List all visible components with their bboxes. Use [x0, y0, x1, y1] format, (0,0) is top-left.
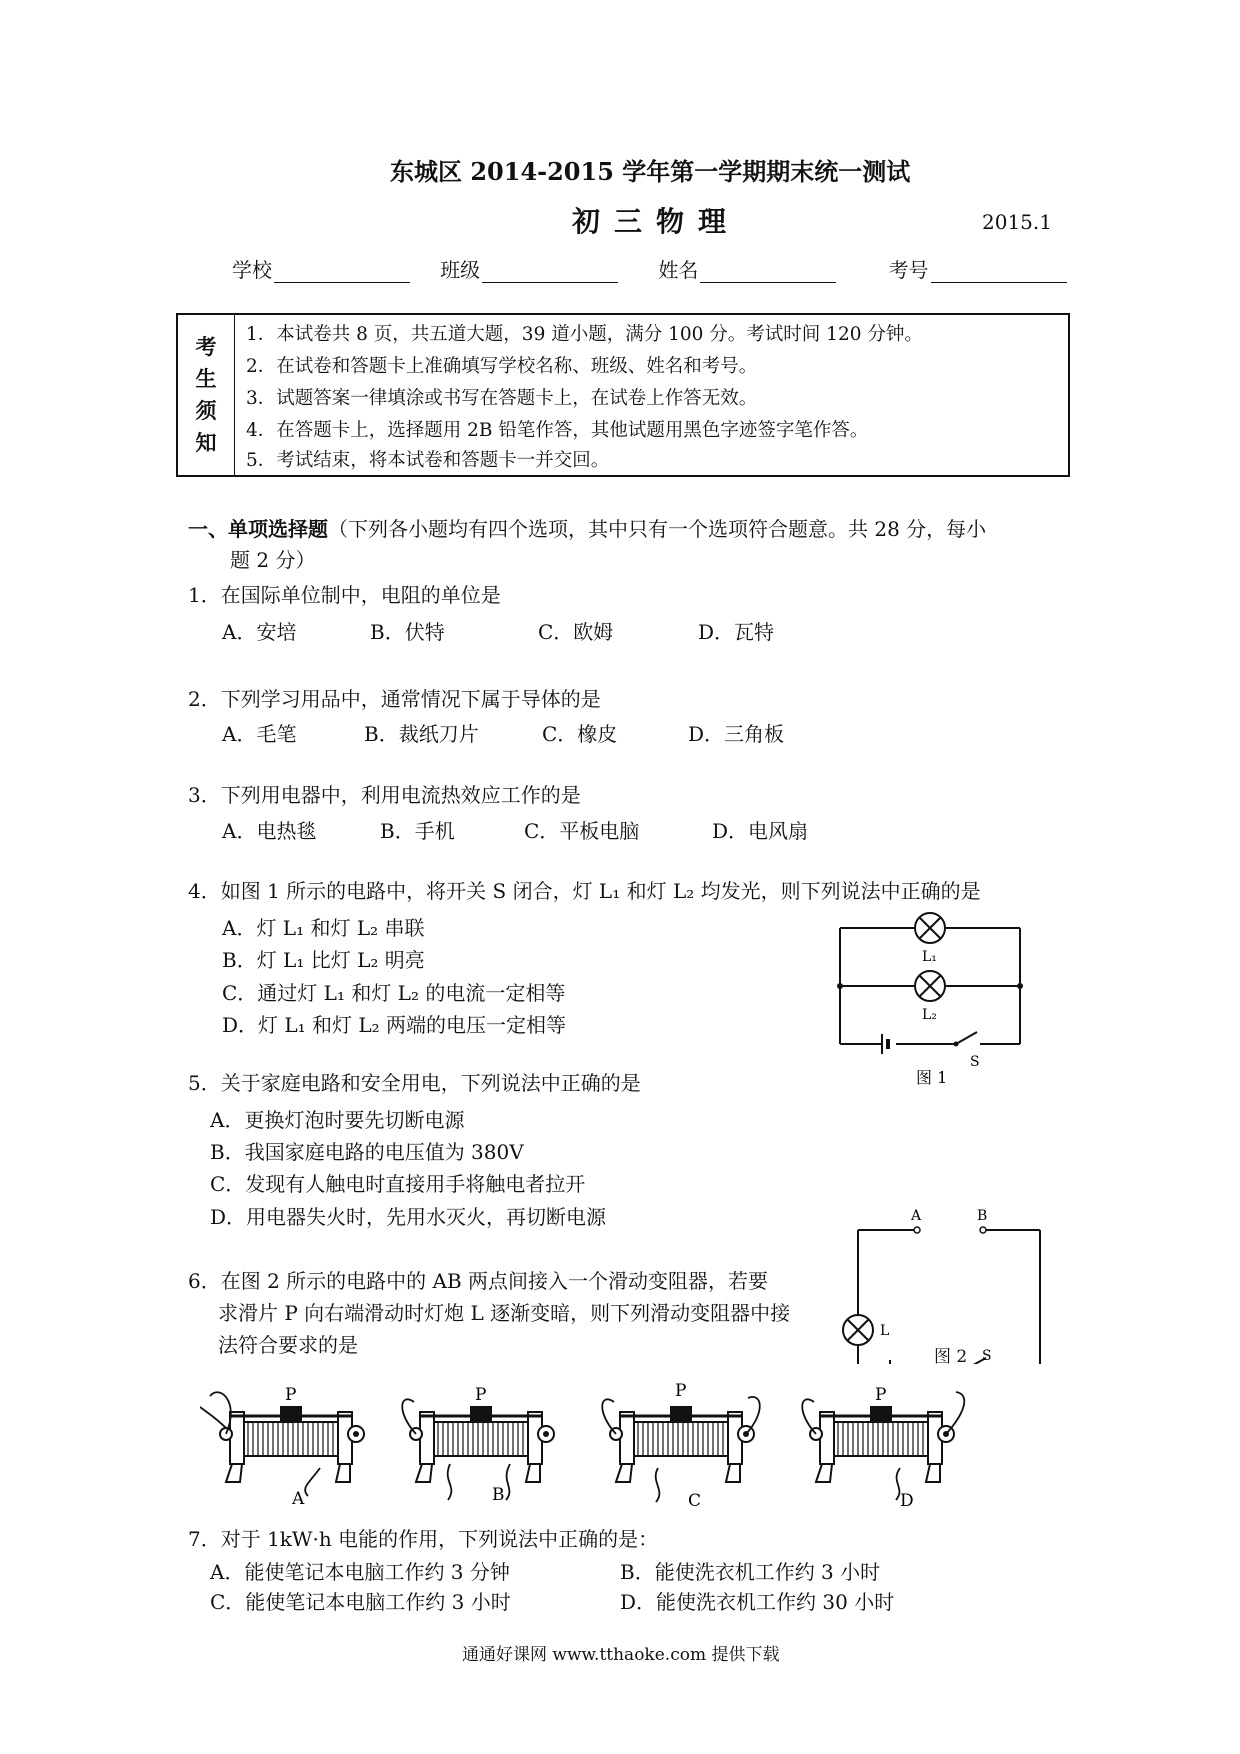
slider-label: P	[475, 1385, 487, 1405]
rheostat-label-a: A	[292, 1489, 305, 1509]
field-school-label: 学校	[232, 258, 272, 282]
option[interactable]: A．能使笔记本电脑工作约 3 分钟	[210, 1560, 510, 1584]
notice-item: 2．在试卷和答题卡上准确填写学校名称、班级、姓名和考号。	[246, 356, 758, 377]
option[interactable]: D．灯 L₁ 和灯 L₂ 两端的电压一定相等	[222, 1013, 567, 1037]
question-stem: 7．对于 1kW·h 电能的作用，下列说法中正确的是：	[188, 1527, 659, 1551]
exam-notice-box	[176, 313, 1070, 477]
option[interactable]: A．安培	[222, 620, 297, 644]
lamp-l2-label: L₂	[922, 1007, 937, 1023]
switch-pivot	[954, 1042, 959, 1047]
slider-label: P	[285, 1385, 297, 1405]
lamp-l	[843, 1315, 873, 1345]
rheostat-options	[200, 1372, 1010, 1512]
option[interactable]: C．欧姆	[538, 620, 614, 644]
question-stem: 5．关于家庭电路和安全用电，下列说法中正确的是	[188, 1071, 641, 1095]
battery-symbol	[882, 1034, 888, 1054]
option[interactable]: C．通过灯 L₁ 和灯 L₂ 的电流一定相等	[222, 981, 566, 1005]
section-title: 一、单项选择题	[188, 517, 328, 541]
school-blank[interactable]	[274, 262, 410, 283]
option[interactable]: B．裁纸刀片	[364, 722, 479, 746]
option[interactable]: D．瓦特	[698, 620, 775, 644]
junction-dot	[1017, 983, 1023, 989]
question-stem: 6．在图 2 所示的电路中的 AB 两点间接入一个滑动变阻器，若要	[188, 1269, 769, 1293]
rheostat-label-c: C	[688, 1491, 702, 1511]
option[interactable]: A．电热毯	[222, 819, 317, 843]
option[interactable]: C．发现有人触电时直接用手将触电者拉开	[210, 1172, 586, 1196]
switch-label: S	[970, 1054, 980, 1070]
class-blank[interactable]	[482, 262, 618, 283]
rheostat-a[interactable]	[200, 1392, 364, 1496]
name-blank[interactable]	[700, 262, 836, 283]
notice-heading: 考 生 须 知	[178, 315, 235, 475]
figure-1-circuit	[830, 908, 1030, 1088]
lamp-l-label: L	[880, 1323, 890, 1339]
notice-item: 4．在答题卡上，选择题用 2B 铅笔作答，其他试题用黑色字迹签字笔作答。	[246, 420, 869, 441]
section-heading	[188, 516, 986, 542]
notice-item: 1．本试卷共 8 页，共五道大题，39 道小题，满分 100 分。考试时间 120 分钟。	[246, 324, 923, 345]
notice-item: 5．考试结束，将本试卷和答题卡一并交回。	[246, 450, 610, 471]
option[interactable]: A．灯 L₁ 和灯 L₂ 串联	[222, 916, 425, 940]
figure-1-caption: 图 1	[916, 1068, 948, 1087]
figure-2-circuit	[840, 1204, 1050, 1364]
option[interactable]: C．能使笔记本电脑工作约 3 小时	[210, 1590, 511, 1614]
option[interactable]: A．更换灯泡时要先切断电源	[210, 1108, 465, 1132]
exam-title: 东城区 2014-2015 学年第一学期期末统一测试	[390, 157, 911, 186]
notice-item: 3．试题答案一律填涂或书写在答题卡上，在试卷上作答无效。	[246, 388, 758, 409]
option[interactable]: D．电风扇	[712, 819, 809, 843]
option[interactable]: B．能使洗衣机工作约 3 小时	[620, 1560, 881, 1584]
question-stem: 1．在国际单位制中，电阻的单位是	[188, 583, 501, 607]
question-stem: 4．如图 1 所示的电路中，将开关 S 闭合，灯 L₁ 和灯 L₂ 均发光，则下列说法中正确的是	[188, 879, 981, 903]
section-desc: （下列各小题均有四个选项，其中只有一个选项符合题意。共 28 分，每小	[328, 517, 987, 541]
field-name-label: 姓名	[658, 258, 699, 282]
lamp-l2	[915, 971, 945, 1001]
junction-dot	[837, 983, 843, 989]
section-desc-cont: 题 2 分）	[230, 548, 316, 572]
slider-label: P	[675, 1381, 687, 1401]
battery-symbol	[890, 1360, 896, 1364]
subject-title: 初三物理	[572, 205, 741, 238]
option[interactable]: B．灯 L₁ 比灯 L₂ 明亮	[222, 948, 425, 972]
field-class-label: 班级	[440, 258, 481, 282]
option[interactable]: B．手机	[380, 819, 455, 843]
rheostat-c[interactable]	[602, 1397, 760, 1502]
rheostat-d[interactable]	[802, 1392, 964, 1500]
terminal-b	[980, 1227, 986, 1233]
lamp-l1-label: L₁	[922, 949, 937, 965]
number-blank[interactable]	[931, 262, 1067, 283]
option[interactable]: C．橡皮	[542, 722, 618, 746]
option[interactable]: A．毛笔	[222, 722, 297, 746]
page-footer: 通通好课网 www.tthaoke.com 提供下载	[462, 1645, 780, 1665]
exam-date: 2015.1	[982, 210, 1052, 234]
point-a-label: A	[911, 1208, 922, 1224]
option[interactable]: D．用电器失火时，先用水灭火，再切断电源	[210, 1205, 607, 1229]
question-stem: 2．下列学习用品中，通常情况下属于导体的是	[188, 687, 601, 711]
option[interactable]: B．我国家庭电路的电压值为 380V	[210, 1140, 524, 1164]
rheostat-label-b: B	[492, 1485, 505, 1505]
figure-2-caption: 图 2	[934, 1347, 968, 1367]
switch-label: S	[982, 1348, 992, 1364]
option[interactable]: D．三角板	[688, 722, 785, 746]
option[interactable]: D．能使洗衣机工作约 30 小时	[620, 1590, 895, 1614]
question-stem-cont: 法符合要求的是	[218, 1333, 358, 1357]
lamp-l1	[915, 913, 945, 943]
rheostat-label-d: D	[900, 1491, 914, 1511]
option[interactable]: C．平板电脑	[524, 819, 640, 843]
slider-label: P	[875, 1385, 887, 1405]
point-b-label: B	[977, 1208, 988, 1224]
question-stem-cont: 求滑片 P 向右端滑动时灯炮 L 逐渐变暗，则下列滑动变阻器中接	[218, 1301, 791, 1325]
field-number-label: 考号	[888, 258, 929, 282]
question-stem: 3．下列用电器中，利用电流热效应工作的是	[188, 783, 581, 807]
terminal-a	[914, 1227, 920, 1233]
rheostat-b[interactable]	[402, 1399, 554, 1500]
option[interactable]: B．伏特	[370, 620, 445, 644]
info-fields	[232, 254, 1067, 283]
